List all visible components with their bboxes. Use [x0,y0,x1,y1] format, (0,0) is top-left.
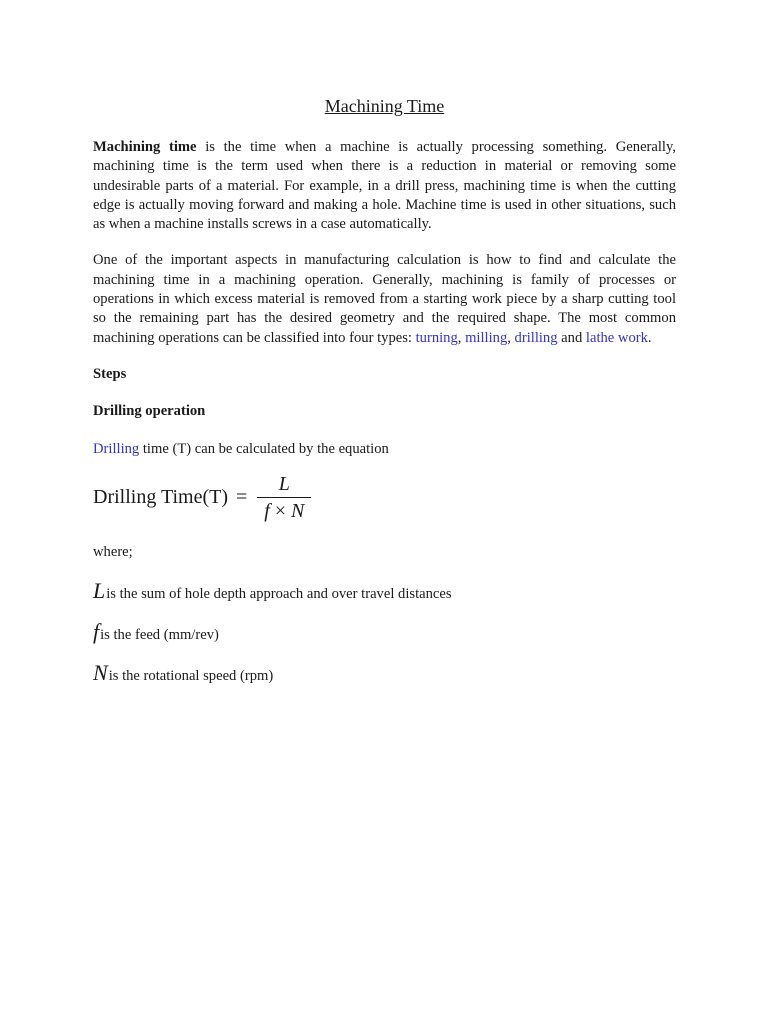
formula-fraction [257,473,311,522]
definition-N [93,662,676,687]
definition-f-text: is the feed (mm/rev) [100,627,219,644]
link-drilling[interactable]: drilling [514,329,558,346]
page-title: Machining Time [324,96,445,116]
intro-paragraph [93,138,676,234]
symbol-N: N [93,660,108,686]
operations-text: One of the important aspects in manufacturing calculation is how to find and calculate the machining time in a machining operation. Generally, machining is family of processes or operations in which excess material is removed from a starting work piece by a sharp cutting tool so the remaining part has the desired geometry and the required shape. The most common machining operations can be classified into four types: [93,252,676,346]
link-lathe-work[interactable]: lathe work [585,329,648,346]
separator: , [457,329,466,346]
separator: , [507,329,515,346]
formula-numerator: L [278,473,290,496]
steps-heading: Steps [93,365,127,382]
link-drilling-inline[interactable]: Drilling [93,440,140,457]
definition-L-text: is the sum of hole depth approach and over travel distances [106,586,452,603]
formula-equals: = [236,486,248,509]
definition-L [93,580,676,605]
period: . [647,329,652,346]
link-turning[interactable]: turning [415,329,458,346]
drilling-operation-heading: Drilling operation [93,403,206,420]
definition-N-text: is the rotational speed (rpm) [108,668,274,685]
denominator-f: f [264,500,270,523]
denominator-n: N [291,500,305,523]
drilling-intro-line [93,440,676,459]
formula-lhs: Drilling Time(T) [93,486,229,509]
drilling-intro-text: time (T) can be calculated by the equation [139,440,389,457]
symbol-L: L [93,578,106,604]
link-milling[interactable]: milling [465,329,508,346]
symbol-f: f [93,619,100,645]
definition-f [93,621,676,646]
drilling-time-formula [93,469,676,527]
intro-bold-lead: Machining time [93,139,197,155]
intro-text: is the time when a machine is actually processing something. Generally, machining time is the term used when there is a reduction in material or removing some undesirable parts of a material. For example, in a drill press, machining time is when the cutting edge is actually moving forward and making a hole. Machine time is used in other situations, such as when a machine installs screws in a case automatically. [93,139,676,233]
where-label: where; [93,543,133,560]
separator: and [557,329,586,346]
document-page [93,94,676,703]
denominator-times: × [269,500,292,523]
operations-paragraph [93,251,676,347]
formula-denominator [264,498,304,522]
